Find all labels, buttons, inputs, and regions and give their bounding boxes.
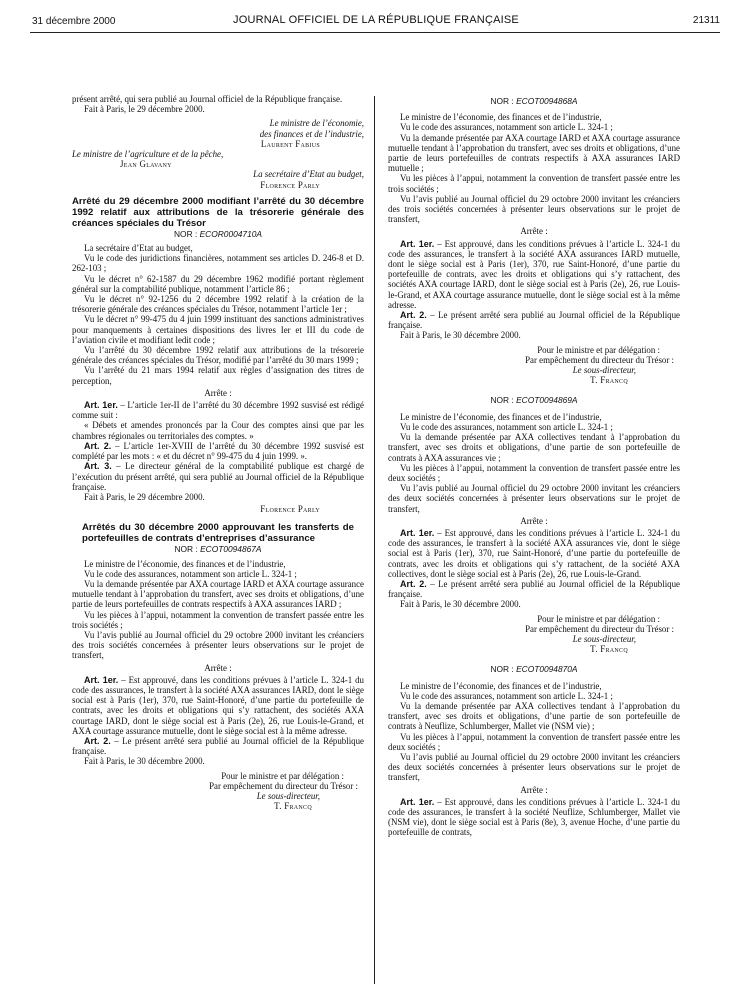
signatory-name: T. Francq (274, 801, 312, 812)
delegation-line: Pour le ministre et par délégation : (221, 770, 344, 781)
article: Art. 3. – Le directeur général de la comptabilité publique est chargé de l’exécution du présent arrêté, qui sera publié au Journal officiel de la République française. (72, 461, 364, 492)
header-date: 31 décembre 2000 (32, 16, 116, 27)
visa-line: Vu la demande présentée par AXA collectives tendant à l’approbation du transfert, avec ses droits et obligations, d’une partie de son portefeuille de contrats à Neuflize, Schlumberger, Mallet vie (NSM vie) ; (388, 700, 680, 732)
nor-reference: NOR : ECOT0094867A (174, 544, 262, 555)
signatory-title: Le sous-directeur, (256, 790, 320, 801)
visa-line: La secrétaire d’Etat au budget, (84, 243, 193, 254)
visa-line: Vu le code des assurances, notamment son article L. 324-1 ; (400, 421, 613, 432)
visa-line: Le ministre de l’économie, des finances et de l’industrie, (400, 680, 602, 691)
signatory-name: Laurent Fabius (260, 138, 320, 149)
visa-line: Vu le code des assurances, notamment son article L. 324-1 ; (400, 690, 613, 701)
arrete-heading: Arrête : (204, 662, 232, 673)
visa-line: Vu l’avis publié au Journal officiel du 29 octobre 2000 invitant les créanciers des trois sociétés concernées à présenter leurs observations sur le projet de transfert, (388, 193, 680, 225)
delegation-line: Pour le ministre et par délégation : (537, 344, 660, 355)
signatory-name: Jean Glavany (120, 159, 172, 170)
fait-line: Fait à Paris, le 29 décembre 2000. (84, 491, 205, 502)
visa-line: Vu les pièces à l’appui, notamment la convention de transfert passée entre les deux sociétés ; (388, 731, 680, 752)
article: Art. 2. – Le présent arrêté sera publié au Journal officiel de la République française. (388, 578, 680, 600)
signatory-title: Le ministre de l’économie, (269, 118, 364, 129)
fait-line: Fait à Paris, le 29 décembre 2000. (84, 104, 205, 115)
delegation-line: Par empêchement du directeur du Trésor : (525, 354, 674, 365)
delegation-line: Par empêchement du directeur du Trésor : (209, 780, 358, 791)
article: Art. 1er. – Est approuvé, dans les conditions prévues à l’article L. 324-1 du code des assurances, le transfert à la société AXA assurances IARD, dont le siège social est à Paris (1er), 370, rue Saint-Honoré, d’une partie du portefeuille de contrats, avec les droits et obligations qui s’y rattachent, des sociétés AXA courtage IARD, dont le siège social est à Paris (2e), 26, rue Louis-le-Grand, et AXA courtage assurance mutuelle, dont le siège social est à la même adresse. (72, 674, 364, 736)
visa-line: Vu les pièces à l’appui, notamment la convention de transfert passée entre les deux sociétés ; (388, 462, 680, 483)
article: Art. 2. – Le présent arrêté sera publié au Journal officiel de la République française. (388, 310, 680, 331)
article: Art. 1er. – L’article 1er-II de l’arrêté du 30 décembre 1992 susvisé est rédigé comme suit : (72, 400, 364, 421)
visa-line: Vu la demande présentée par AXA courtage IARD et AXA courtage assurance mutuelle tendant à l’approbation du transfert, avec ses droits et obligations, d’une partie de leurs portefeuilles de contrats respectifs à AXA assurances IARD mutuelle ; (388, 132, 680, 174)
signatory-title: Le ministre de l’agriculture et de la pêche, (72, 149, 224, 160)
visa-line: Vu l’avis publié au Journal officiel du 29 octobre 2000 invitant les créanciers des trois sociétés concernées à présenter leurs observations sur le projet de transfert, (72, 629, 364, 661)
arrete-heading: Arrête : (520, 515, 548, 526)
signatory-name: Florence Parly (260, 179, 320, 190)
nor-reference: NOR : ECOT0094869A (490, 395, 578, 406)
signatory-title: Le sous-directeur, (572, 365, 636, 376)
signatory-name: T. Francq (590, 375, 628, 386)
visa-line: Vu le code des juridictions financières, notamment ses articles D. 246-8 et D. 262-103 ; (72, 253, 364, 274)
nor-reference: NOR : ECOT0094868A (490, 96, 578, 106)
signatory-name: Florence Parly (260, 504, 320, 515)
header-rule (30, 32, 720, 33)
visa-line: Vu l’arrêté du 21 mars 1994 relatif aux règles d’assignation des titres de perception, (72, 365, 364, 386)
article: Art. 1er. – Est approuvé, dans les conditions prévues à l’article L. 324-1 du code des assurances, le transfert à la société Neuflize, Schlumberger, Mallet vie (NSM vie), dont le siège social est à Paris (8e), 3, avenue Hoche, d’une partie du portefeuille de contrats, (388, 796, 680, 838)
signatory-title: La secrétaire d’Etat au budget, (253, 169, 364, 180)
arrete-heading: Arrête : (520, 226, 548, 237)
signatory-name: T. Francq (590, 644, 628, 655)
visa-line: Vu le décret n° 62-1587 du 29 décembre 1962 modifié portant règlement général sur la comptabilité publique, notamment l’article 86 ; (72, 273, 364, 294)
visa-line: Vu le décret n° 99-475 du 4 juin 1999 instituant des sanctions administratives pour manquements à certaines dispositions des livres Ier et III du code de l’aviation civile et modifiant ledit code ; (72, 314, 364, 345)
page-header (32, 14, 720, 30)
article: Art. 2. – L’article 1er-XVIII de l’arrêté du 30 décembre 1992 susvisé est complété par les mots : « et du décret n° 99-475 du 4 juin 1999. ». (72, 440, 364, 462)
arrete-heading: Arrête : (204, 387, 232, 398)
visa-line: Le ministre de l’économie, des finances et de l’industrie, (84, 558, 286, 569)
delegation-line: Par empêchement du directeur du Trésor : (525, 623, 674, 634)
visa-line: Vu l’arrêté du 30 décembre 1992 relatif aux attributions de la trésorerie générale des créances spéciales du Trésor, modifié par l’arrêté du 30 mars 1999 ; (72, 345, 364, 366)
signatory-title: Le sous-directeur, (572, 633, 636, 644)
article: Art. 1er. – Est approuvé, dans les conditions prévues à l’article L. 324-1 du code des assurances, le transfert à la société AXA assurances IARD mutuelle, dont le siège social est à Paris (1er), 370, rue Saint-Honoré, d’une partie du portefeuille de contrats, avec les droits et obligations qui s’y rattachent, des sociétés AXA courtage IARD, dont le siège social est à Paris (2e), 26, rue Louis-le-Grand, et AXA courtage assurance mutuelle, dont le siège social est à la même adresse. (388, 238, 680, 310)
page-number: 21311 (692, 15, 720, 26)
article: Art. 1er. – Est approuvé, dans les conditions prévues à l’article L. 324-1 du code des assurances, le transfert à la société AXA assurances vie, dont le siège social est à Paris (1er), 370, rue Saint-Honoré, d’une partie du portefeuille de contrats, avec les droits et obligations qui s’y rattachent, de la société AXA collectives, dont le siège social est à Paris (2e), 26, rue Louis-le-Grand. (388, 527, 680, 579)
intro-text: présent arrêté, qui sera publié au Journal officiel de la République française. (72, 94, 343, 104)
signatory-title: des finances et de l’industrie, (259, 128, 364, 139)
visa-line: Vu le décret n° 92-1256 du 2 décembre 1992 relatif à la création de la trésorerie générale des créances spéciales du Trésor, notamment l’article 1er ; (72, 294, 364, 315)
visa-line: Vu le code des assurances, notamment son article L. 324-1 ; (84, 568, 297, 579)
column-divider (374, 96, 375, 984)
nor-reference: NOR : ECOR0004710A (174, 228, 262, 239)
delegation-line: Pour le ministre et par délégation : (537, 613, 660, 624)
visa-line: Vu la demande présentée par AXA collectives tendant à l’approbation du transfert, avec ses droits et obligations, d’une partie de son portefeuille de contrats à AXA assurances vie ; (388, 432, 680, 463)
visa-line: Vu les pièces à l’appui, notamment la convention de transfert passée entre les trois sociétés ; (388, 173, 680, 194)
article-quote: « Débets et amendes prononcés par la Cour des comptes ainsi que par les chambres régionales ou territoriales des comptes. » (72, 420, 364, 441)
nor-reference: NOR : ECOT0094870A (490, 664, 578, 675)
decree-title: Arrêtés du 30 décembre 2000 approuvant les transferts de portefeuilles de contrats d’entreprises d’assurance (82, 522, 354, 545)
visa-line: Vu l’avis publié au Journal officiel du 29 octobre 2000 invitant les créanciers des deux sociétés concernées à présenter leurs observations sur le projet de transfert, (388, 751, 680, 783)
visa-line: Vu les pièces à l’appui, notamment la convention de transfert passée entre les trois sociétés ; (72, 609, 364, 630)
fait-line: Fait à Paris, le 30 décembre 2000. (400, 330, 521, 341)
visa-line: Vu la demande présentée par AXA courtage IARD et AXA courtage assurance mutuelle tendant à l’approbation du transfert, avec ses droits et obligations, d’une partie de leurs portefeuilles de contrats respectifs à AXA assurances IARD ; (72, 578, 364, 610)
article: Art. 2. – Le présent arrêté sera publié au Journal officiel de la République française. (72, 735, 364, 757)
arrete-heading: Arrête : (520, 784, 548, 795)
visa-line: Vu l’avis publié au Journal officiel du 29 octobre 2000 invitant les créanciers des deux sociétés concernées à présenter leurs observations sur le projet de transfert, (388, 483, 680, 514)
visa-line: Le ministre de l’économie, des finances et de l’industrie, (400, 411, 602, 422)
fait-line: Fait à Paris, le 30 décembre 2000. (400, 599, 521, 610)
left-column (72, 94, 364, 811)
journal-title: JOURNAL OFFICIEL DE LA RÉPUBLIQUE FRANÇAISE (233, 14, 519, 26)
fait-line: Fait à Paris, le 30 décembre 2000. (84, 756, 205, 767)
visa-line: Vu le code des assurances, notamment son article L. 324-1 ; (400, 122, 613, 133)
visa-line: Le ministre de l’économie, des finances et de l’industrie, (400, 112, 602, 123)
decree-title: Arrêté du 29 décembre 2000 modifiant l’arrêté du 30 décembre 1992 relatif aux attributions de la trésorerie générale des créances spéciales du Trésor (72, 195, 364, 229)
right-column (388, 96, 680, 838)
